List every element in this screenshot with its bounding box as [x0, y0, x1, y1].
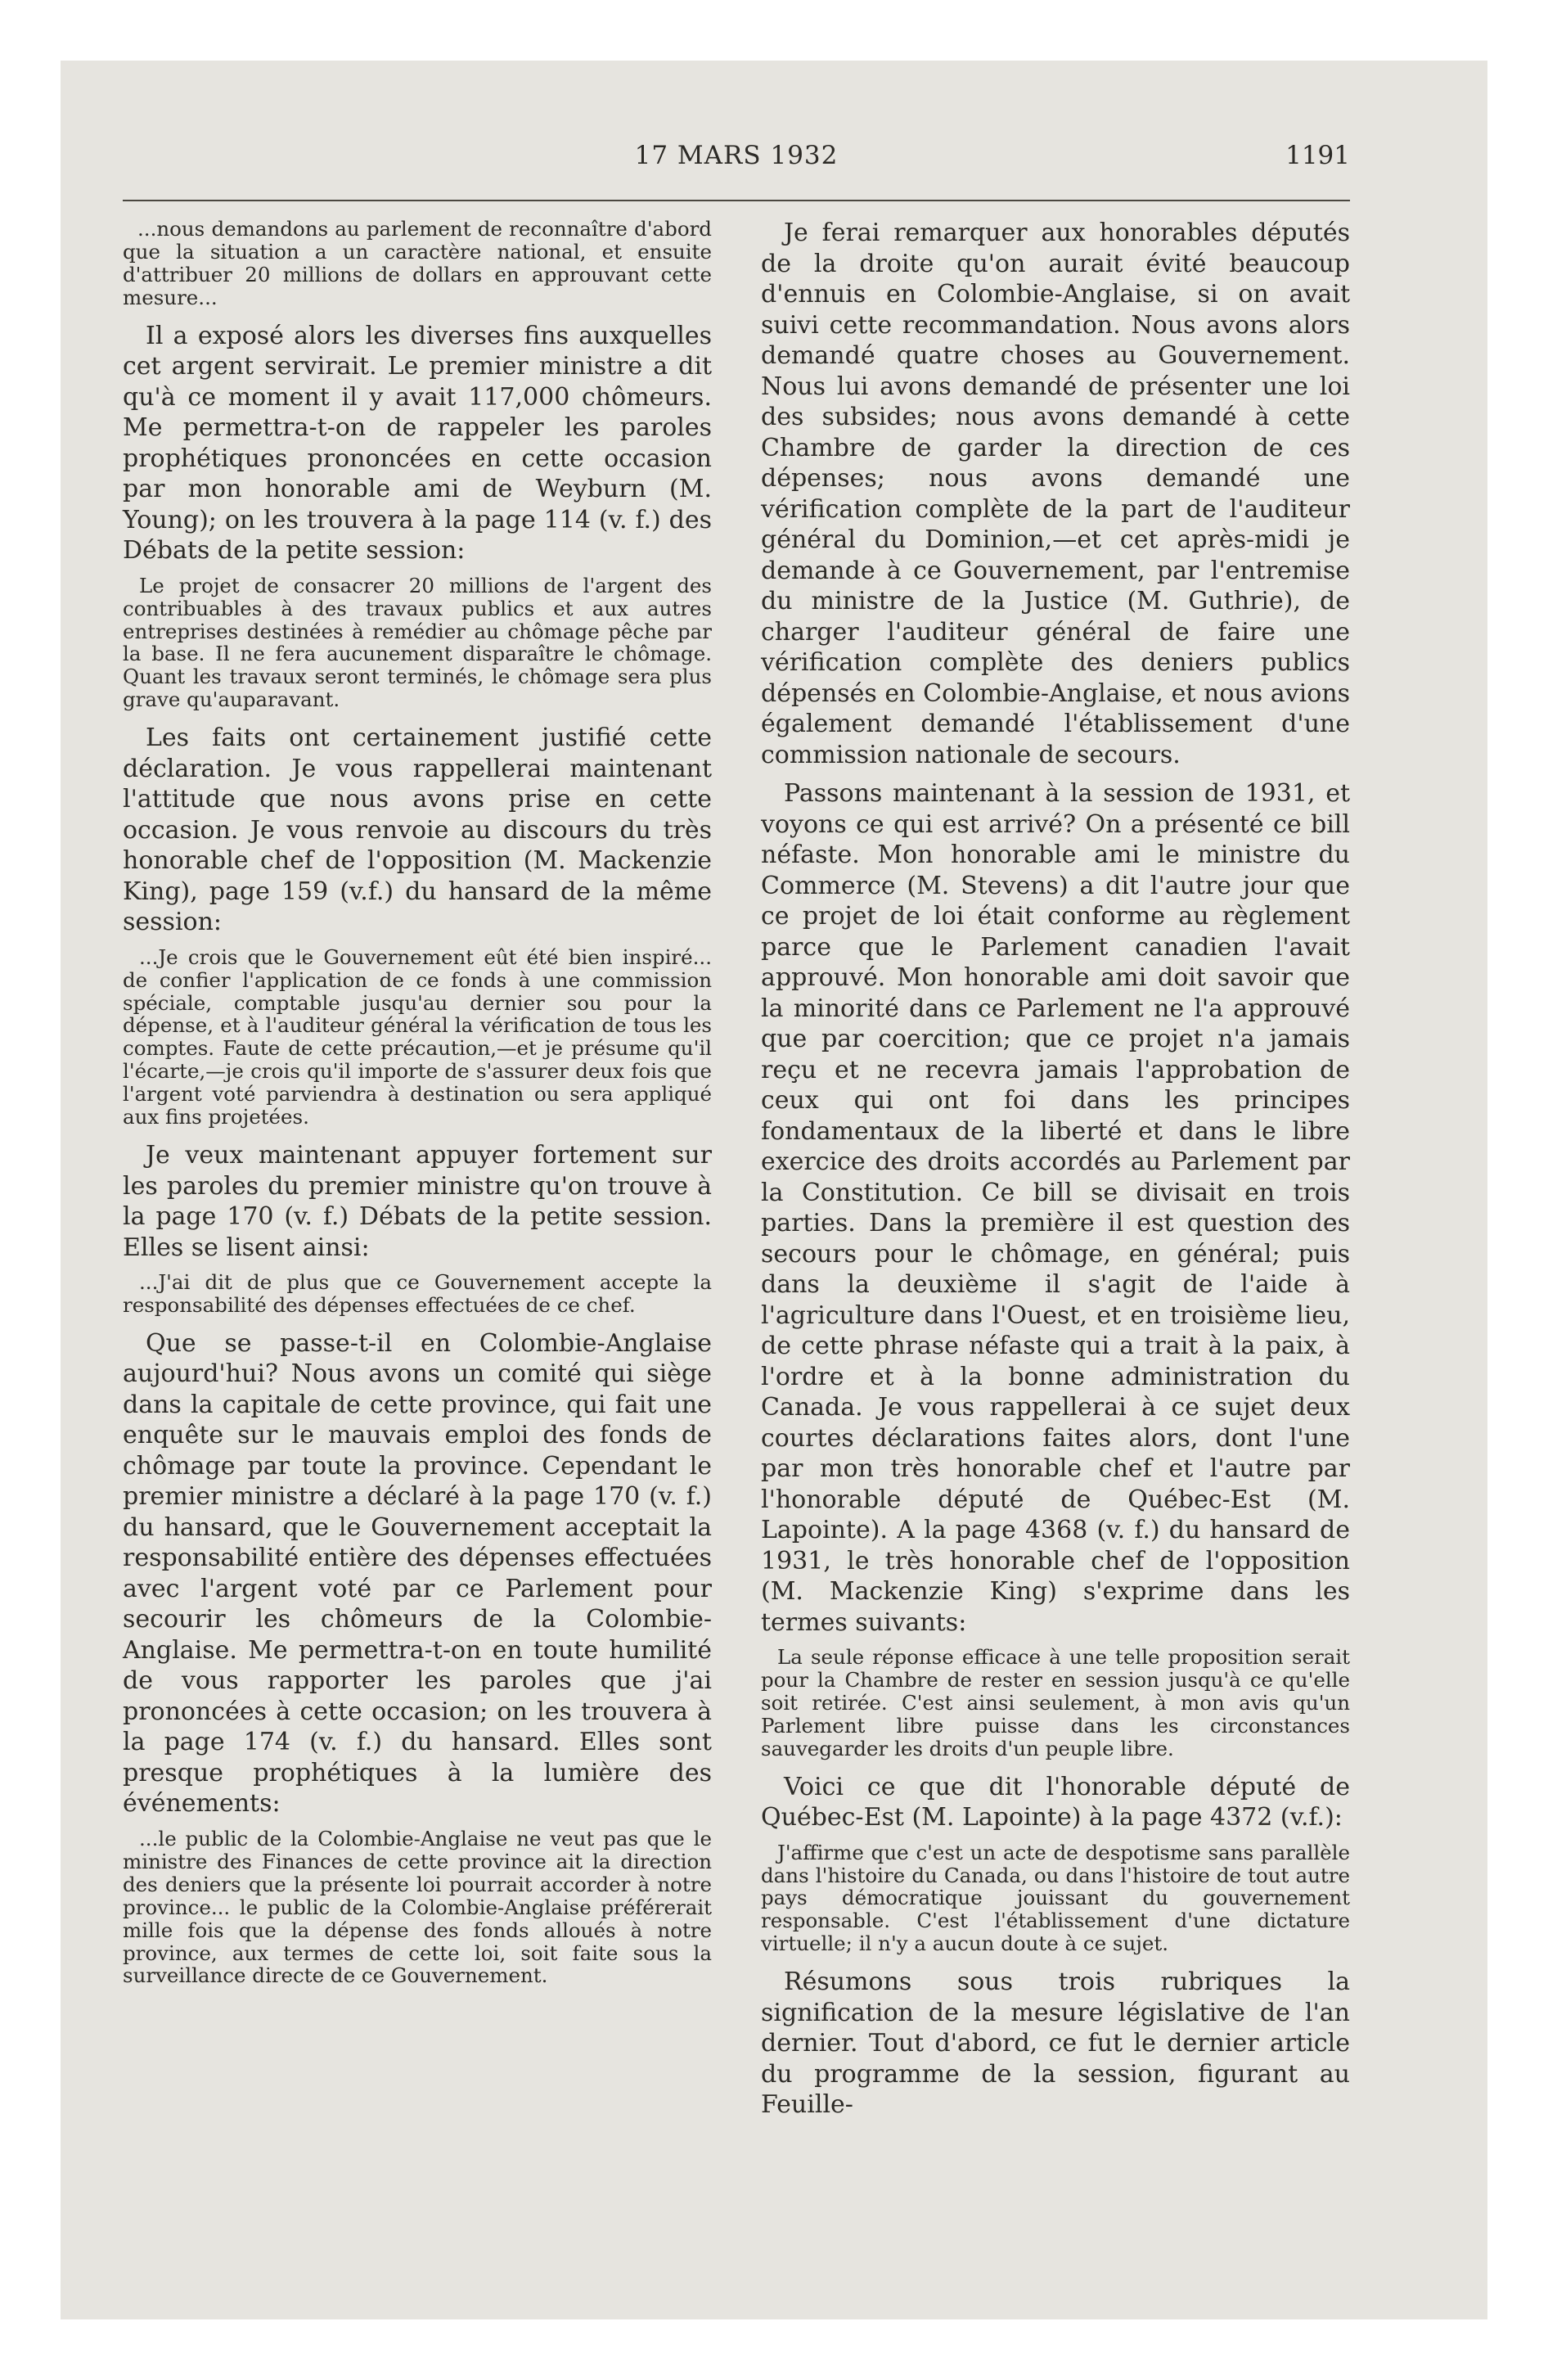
body-paragraph: Voici ce que dit l'honorable député de Québec-Est (M. Lapointe) à la page 4372 (v.f.):	[761, 1772, 1350, 1832]
quote-paragraph: La seule réponse efficace à une telle proposition serait pour la Chambre de rester en session jusqu'à ce qu'elle soit retirée. C'est ainsi seulement, à mon avis qu'un Parlement libre puisse dans les circonstances sauvegarder les droits d'un peuple libre.	[761, 1645, 1350, 1760]
quote-paragraph: ...nous demandons au parlement de reconnaître d'abord que la situation a un caractère national, et ensuite d'attribuer 20 millions de dollars en approuvant cette mesure...	[123, 217, 712, 309]
page-date: 17 MARS 1932	[634, 141, 839, 170]
page-header	[123, 141, 1350, 190]
body-paragraph: Que se passe-t-il en Colombie-Anglaise aujourd'hui? Nous avons un comité qui siège dans la capitale de cette province, qui fait une enquête sur le mauvais emploi des fonds de chômage par toute la province. Cependant le premier ministre a déclaré à la page 170 (v. f.) du hansard, que le Gouvernement acceptait la responsabilité entière des dépenses effectuées avec l'argent voté par ce Parlement pour secourir les chômeurs de la Colombie-Anglaise. Me permettra-t-on en toute humilité de vous rapporter les paroles que j'ai prononcées à cette occasion; on les trouvera à la page 174 (v. f.) du hansard. Elles sont presque prophétiques à la lumière des événements:	[123, 1328, 712, 1819]
body-paragraph: Les faits ont certainement justifié cette déclaration. Je vous rappellerai maintenant l'attitude que nous avons prise en cette occasion. Je vous renvoie au discours du très honorable chef de l'opposition (M. Mackenzie King), page 159 (v.f.) du hansard de la même session:	[123, 723, 712, 937]
body-paragraph: Passons maintenant à la session de 1931, et voyons ce qui est arrivé? On a présenté ce bill néfaste. Mon honorable ami le ministre du Commerce (M. Stevens) a dit l'autre jour que ce projet de loi était conforme au règlement parce que le Parlement canadien l'avait approuvé. Mon honorable ami doit savoir que la minorité dans ce Parlement ne l'a approuvé que par coercition; que ce projet n'a jamais reçu et ne recevra jamais l'approbation de ceux qui ont foi dans les principes fondamentaux de la liberté et dans le libre exercice des droits accordés au Parlement par la Constitution. Ce bill se divisait en trois parties. Dans la première il est question des secours pour le chômage, en général; puis dans la deuxième il s'agit de l'aide à l'agriculture dans l'Ouest, et en troisième lieu, de cette phrase néfaste qui a trait à la paix, à l'ordre et à la bonne administration du Canada. Je vous rappellerai à ce sujet deux courtes déclarations faites alors, dont l'une par mon très honorable chef et l'autre par l'honorable député de Québec-Est (M. Lapointe). A la page 4368 (v. f.) du hansard de 1931, le très honorable chef de l'opposition (M. Mackenzie King) s'exprime dans les termes suivants:	[761, 779, 1350, 1637]
right-column	[761, 218, 1350, 2129]
quote-paragraph: ...J'ai dit de plus que ce Gouvernement accepte la responsabilité des dépenses effectuées de ce chef.	[123, 1270, 712, 1318]
quote-paragraph: Le projet de consacrer 20 millions de l'argent des contribuables à des travaux publics et aux autres entreprises destinées à remédier au chômage pêche par la base. Il ne fera aucunement disparaître le chômage. Quant les travaux seront terminés, le chômage sera plus grave qu'auparavant.	[123, 573, 712, 712]
body-paragraph: Résumons sous trois rubriques la signification de la mesure législative de l'an dernier. Tout d'abord, ce fut le dernier article du programme de la session, figurant au Feuille-	[761, 1968, 1350, 2120]
quote-paragraph: ...Je crois que le Gouvernement eût été bien inspiré... de confier l'application de ce fonds à une commission spéciale, comptable jusqu'au dernier sou pour la dépense, et à l'auditeur général la vérification de tous les comptes. Faute de cette précaution,—et je présume qu'il l'écarte,—je crois qu'il importe de s'assurer deux fois que l'argent voté parviendra à destination ou sera appliqué aux fins projetées.	[123, 944, 712, 1129]
body-paragraph: Je ferai remarquer aux honorables députés de la droite qu'on aurait évité beaucoup d'ennuis en Colombie-Anglaise, si on avait suivi cette recommandation. Nous avons alors demandé quatre choses au Gouvernement. Nous lui avons demandé de présenter une loi des subsides; nous avons demandé à cette Chambre de garder la direction de ces dépenses; nous avons demandé une vérification complète de la part de l'auditeur général du Dominion,—et cet après-midi je demande à ce Gouvernement, par l'entremise du ministre de la Justice (M. Guthrie), de charger l'auditeur général de faire une vérification complète des deniers publics dépensés en Colombie-Anglaise, et nous avions également demandé l'établissement d'une commission nationale de secours.	[761, 219, 1350, 769]
quote-paragraph: ...le public de la Colombie-Anglaise ne veut pas que le ministre des Finances de cette province ait la direction des deniers que la présente loi pourrait accorder à notre province... le public de la Colombie-Anglaise préférerait mille fois que la dépense des fonds alloués à notre province, aux termes de cette loi, soit faite sous la surveillance directe de ce Gouvernement.	[123, 1826, 712, 1988]
left-column	[123, 218, 712, 1999]
body-paragraph: Il a exposé alors les diverses fins auxquelles cet argent servirait. Le premier ministre a dit qu'à ce moment il y avait 117,000 chômeurs. Me permettra-t-on de rappeler les paroles prophétiques prononcées en cette occasion par mon honorable ami de Weyburn (M. Young); on les trouvera à la page 114 (v. f.) des Débats de la petite session:	[123, 321, 712, 566]
quote-paragraph: J'affirme que c'est un acte de despotisme sans parallèle dans l'histoire du Canada, ou dans l'histoire de tout autre pays démocratique jouissant du gouvernement responsable. C'est l'établissement d'une dictature virtuelle; il n'y a aucun doute à ce sujet.	[761, 1840, 1350, 1956]
page-number: 1191	[1285, 141, 1350, 170]
header-rule	[123, 200, 1350, 201]
body-paragraph: Je veux maintenant appuyer fortement sur les paroles du premier ministre qu'on trouve à la page 170 (v. f.) Débats de la petite session. Elles se lisent ainsi:	[123, 1141, 712, 1262]
